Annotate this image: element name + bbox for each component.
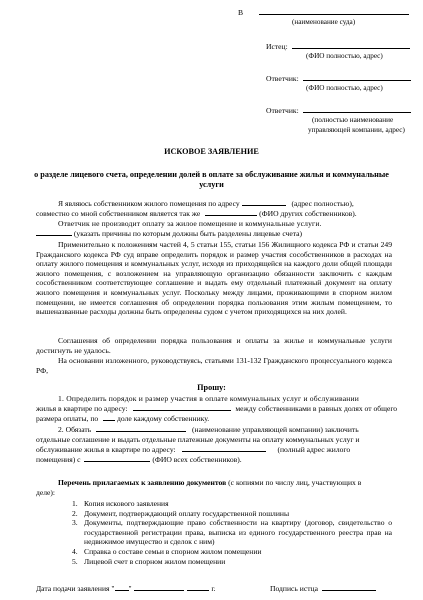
plaintiff-label: Истец:	[266, 42, 288, 51]
share-input-line[interactable]	[103, 420, 115, 421]
p1-line-1: Я являюсь собственником жилого помещения по адресу (адрес полностью),	[58, 199, 354, 208]
defendant1-hint: (ФИО полностью, адрес)	[306, 84, 383, 92]
court-input-line[interactable]	[259, 14, 409, 15]
document-title: ИСКОВОЕ ЗАЯВЛЕНИЕ	[164, 147, 259, 156]
day-input-line[interactable]	[115, 590, 129, 591]
p1-line-2: совместно со мной собственником является так же (ФИО других собственников).	[36, 209, 357, 218]
defendant2-label: Ответчик:	[266, 106, 299, 115]
signature	[270, 584, 376, 594]
req2-address-line[interactable]	[182, 451, 266, 452]
list-item: 4. Справка о составе семьи в спорном жилом помещении	[72, 546, 262, 556]
defendant1-input-line[interactable]	[303, 80, 411, 81]
address-input-line[interactable]	[242, 205, 286, 206]
court-hint: (наименование суда)	[292, 18, 356, 26]
req1-line-2: жилья в квартире по адресу: между собственниками в равных долях от общего	[36, 404, 398, 413]
list-item: 1. Копия искового заявления	[72, 499, 169, 508]
attachments-line-1: Перечень прилагаемых к заявлению документов (с копиями по числу лиц, участвующих в	[58, 478, 362, 487]
req2-line-3: обслуживание жилья в квартире по адресу: (полный адрес жилого	[36, 445, 351, 454]
year-input-line[interactable]	[187, 590, 209, 591]
attachments-heading: Перечень прилагаемых к заявлению документов	[58, 478, 227, 487]
request-heading: Прошу:	[197, 383, 226, 392]
list-item: 5. Лицевой счет в спорном жилом помещении	[72, 556, 226, 566]
defendant2-hint-2: управляющей компании, адрес)	[308, 126, 405, 134]
date-label: Дата подачи заявления "	[36, 584, 115, 593]
list-item: 3. Документы, подтверждающие право собственности на квартиру (договор, свидетельство о государственной регистрации права, выписка из единого государственного реестра прав на недвижимое имущество и сделок с ним)	[72, 518, 392, 547]
reasons-input-line[interactable]	[36, 235, 72, 236]
paragraph-5: На основании изложенного, руководствуясь, статьями 131-132 Гражданского процессуального кодекса РФ,	[36, 356, 392, 375]
p2-line-1: Ответчик не производит оплату за жилое помещение и коммунальные услуги.	[58, 219, 322, 228]
paragraph-4: Соглашения об определении порядка пользования и оплаты за жилье и коммунальные услуги достигнуть не удалось.	[36, 336, 392, 355]
plaintiff-hint: (ФИО полностью, адрес)	[306, 52, 383, 60]
plaintiff-input-line[interactable]	[292, 48, 410, 49]
month-input-line[interactable]	[134, 590, 184, 591]
req1-line-1: 1. Определить порядок и размер участия в оплате коммунальных услуг и обслуживании	[58, 394, 360, 403]
req2-line-1: 2. Обязать (наименование управляющей компании) заключить	[58, 425, 359, 434]
document-subtitle-2: услуги	[199, 180, 224, 189]
defendant2-input-line[interactable]	[303, 112, 411, 113]
defendant1-label: Ответчик:	[266, 74, 299, 83]
to-prefix: В	[238, 8, 244, 17]
coowners-input-line[interactable]	[205, 215, 257, 216]
p2-line-2: (указать причины по которым должны быть разделены лицевые счета)	[36, 229, 302, 239]
req1-address-line[interactable]	[133, 410, 231, 411]
plaintiff-line	[266, 42, 410, 52]
court-line	[238, 8, 409, 18]
req2-line-2: отдельные соглашение и выдать отдельные платежные документы на оплату коммунальных услуг и	[36, 435, 360, 444]
filing-date: Дата подачи заявления " " г.	[36, 584, 216, 593]
defendant2-line	[266, 106, 411, 116]
company-input-line[interactable]	[96, 431, 186, 432]
signature-label: Подпись истца	[270, 584, 318, 593]
attachments-line-2: деле):	[36, 488, 56, 497]
req2-line-4: помещения) с (ФИО всех собственников).	[36, 455, 242, 464]
defendant1-line	[266, 74, 411, 84]
defendant2-hint-1: (полностью наименование	[312, 116, 394, 124]
owners-input-line[interactable]	[84, 461, 150, 462]
list-item: 2. Документ, подтверждающий оплату государственной пошлины	[72, 508, 290, 518]
signature-input-line[interactable]	[322, 590, 376, 591]
document-subtitle-1: о разделе лицевого счета, определении долей в оплате за обслуживание жилья и коммунальные	[34, 170, 389, 179]
req1-line-3: размера оплаты, по доле каждому собственнику.	[36, 414, 210, 423]
attachments-list	[72, 499, 392, 566]
paragraph-3: Применительно к положениям частей 4, 5 статьи 155, статьи 156 Жилищного кодекса РФ и статьи 249 Гражданского кодекса РФ суд вправе определить порядок и размер участия сособственников в расходах на оплату жилого помещения и коммунальных услуг, исходя из приходящейся на каждого доли общей площади жилого помещения, с возложением на управляющую организацию обязанности заключить с каждым сособственником соответствующее соглашение и выдать ему отдельный платежный документ на оплату жилого помещения и коммунальных услуг. Поскольку между лицами, проживающими в спорном жилом помещении, не имеется соглашения об определении порядка пользования этим жилым помещением, то вышеназванные расходы должны быть определены судом с учетом приходящихся на них долей.	[36, 240, 392, 317]
